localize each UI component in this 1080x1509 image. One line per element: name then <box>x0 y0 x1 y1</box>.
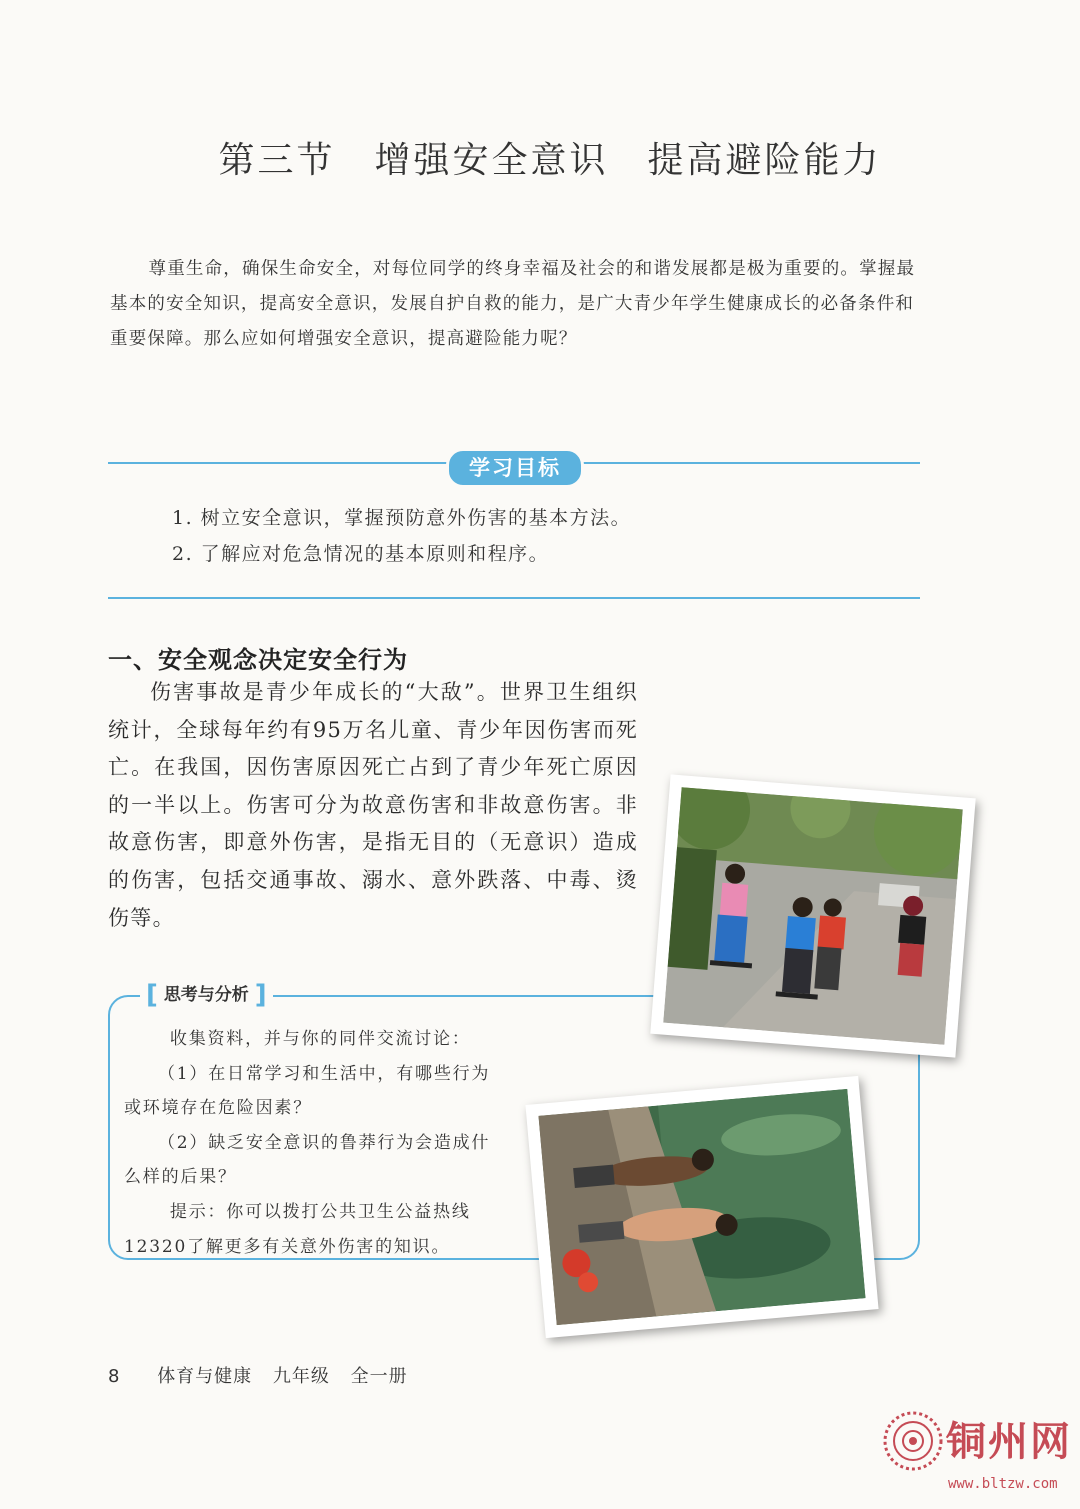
page-number: 8 <box>108 1366 121 1387</box>
think-line: （2）缺乏安全意识的鲁莽行为会造成什么样的后果？ <box>124 1132 491 1188</box>
think-analysis-label: [ 思考与分析 ] <box>140 980 273 1010</box>
right-bracket-icon: ] <box>254 980 267 1010</box>
intro-paragraph: 尊重生命，确保生命安全，对每位同学的终身幸福及社会的和谐发展都是极为重要的。掌握最基本的安全知识，提高安全意识，发展自护自救的能力，是广大青少年学生健康成长的必备条件和重要保障。那么应如何增强安全意识，提高避险能力呢？ <box>110 259 916 349</box>
page-footer <box>108 1362 422 1388</box>
boys-by-water-photo <box>525 1076 878 1338</box>
section-heading: 一、安全观念决定安全行为 <box>108 646 408 674</box>
think-line: 收集资料，并与你的同伴交流讨论： <box>169 1029 471 1049</box>
left-bracket-icon: [ <box>146 980 158 1010</box>
page-title: 第三节 增强安全意识 提高避险能力 <box>218 140 882 181</box>
site-watermark <box>882 1410 1072 1505</box>
section-body: 伤害事故是青少年成长的“大敌”。世界卫生组织统计，全球每年约有95万名儿童、青少年因伤害而死亡。在我国，因伤害原因死亡占到了青少年死亡原因的一半以上。伤害可分为故意伤害和非故意伤害。非故意伤害，即意外伤害，是指无目的（无意识）造成的伤害，包括交通事故、溺水、意外跌落、中毒、烫伤等。 <box>108 680 638 930</box>
goal-item: 2. 了解应对危急情况的基本原则和程序。 <box>172 543 550 565</box>
think-line: 提示：你可以拨打公共卫生公益热线12320了解更多有关意外伤害的知识。 <box>124 1201 471 1257</box>
footer-volume: 全一册 <box>350 1366 408 1387</box>
watermark-url: www.bltzw.com <box>948 1476 1058 1492</box>
goal-item: 1. 树立安全意识，掌握预防意外伤害的基本方法。 <box>172 507 632 529</box>
footer-book-title: 体育与健康 <box>157 1366 253 1387</box>
think-line: （1）在日常学习和生活中，有哪些行为或环境存在危险因素？ <box>124 1063 491 1119</box>
goals-badge: 学习目标 <box>446 448 584 488</box>
goals-bottom-rule <box>108 597 920 599</box>
skateboard-kids-photo <box>650 774 975 1057</box>
think-analysis-text <box>124 1022 504 1264</box>
watermark-logo-icon <box>882 1410 944 1472</box>
watermark-name: 铜州网 <box>946 1418 1072 1465</box>
goals-list <box>172 500 631 572</box>
footer-grade: 九年级 <box>272 1366 330 1387</box>
